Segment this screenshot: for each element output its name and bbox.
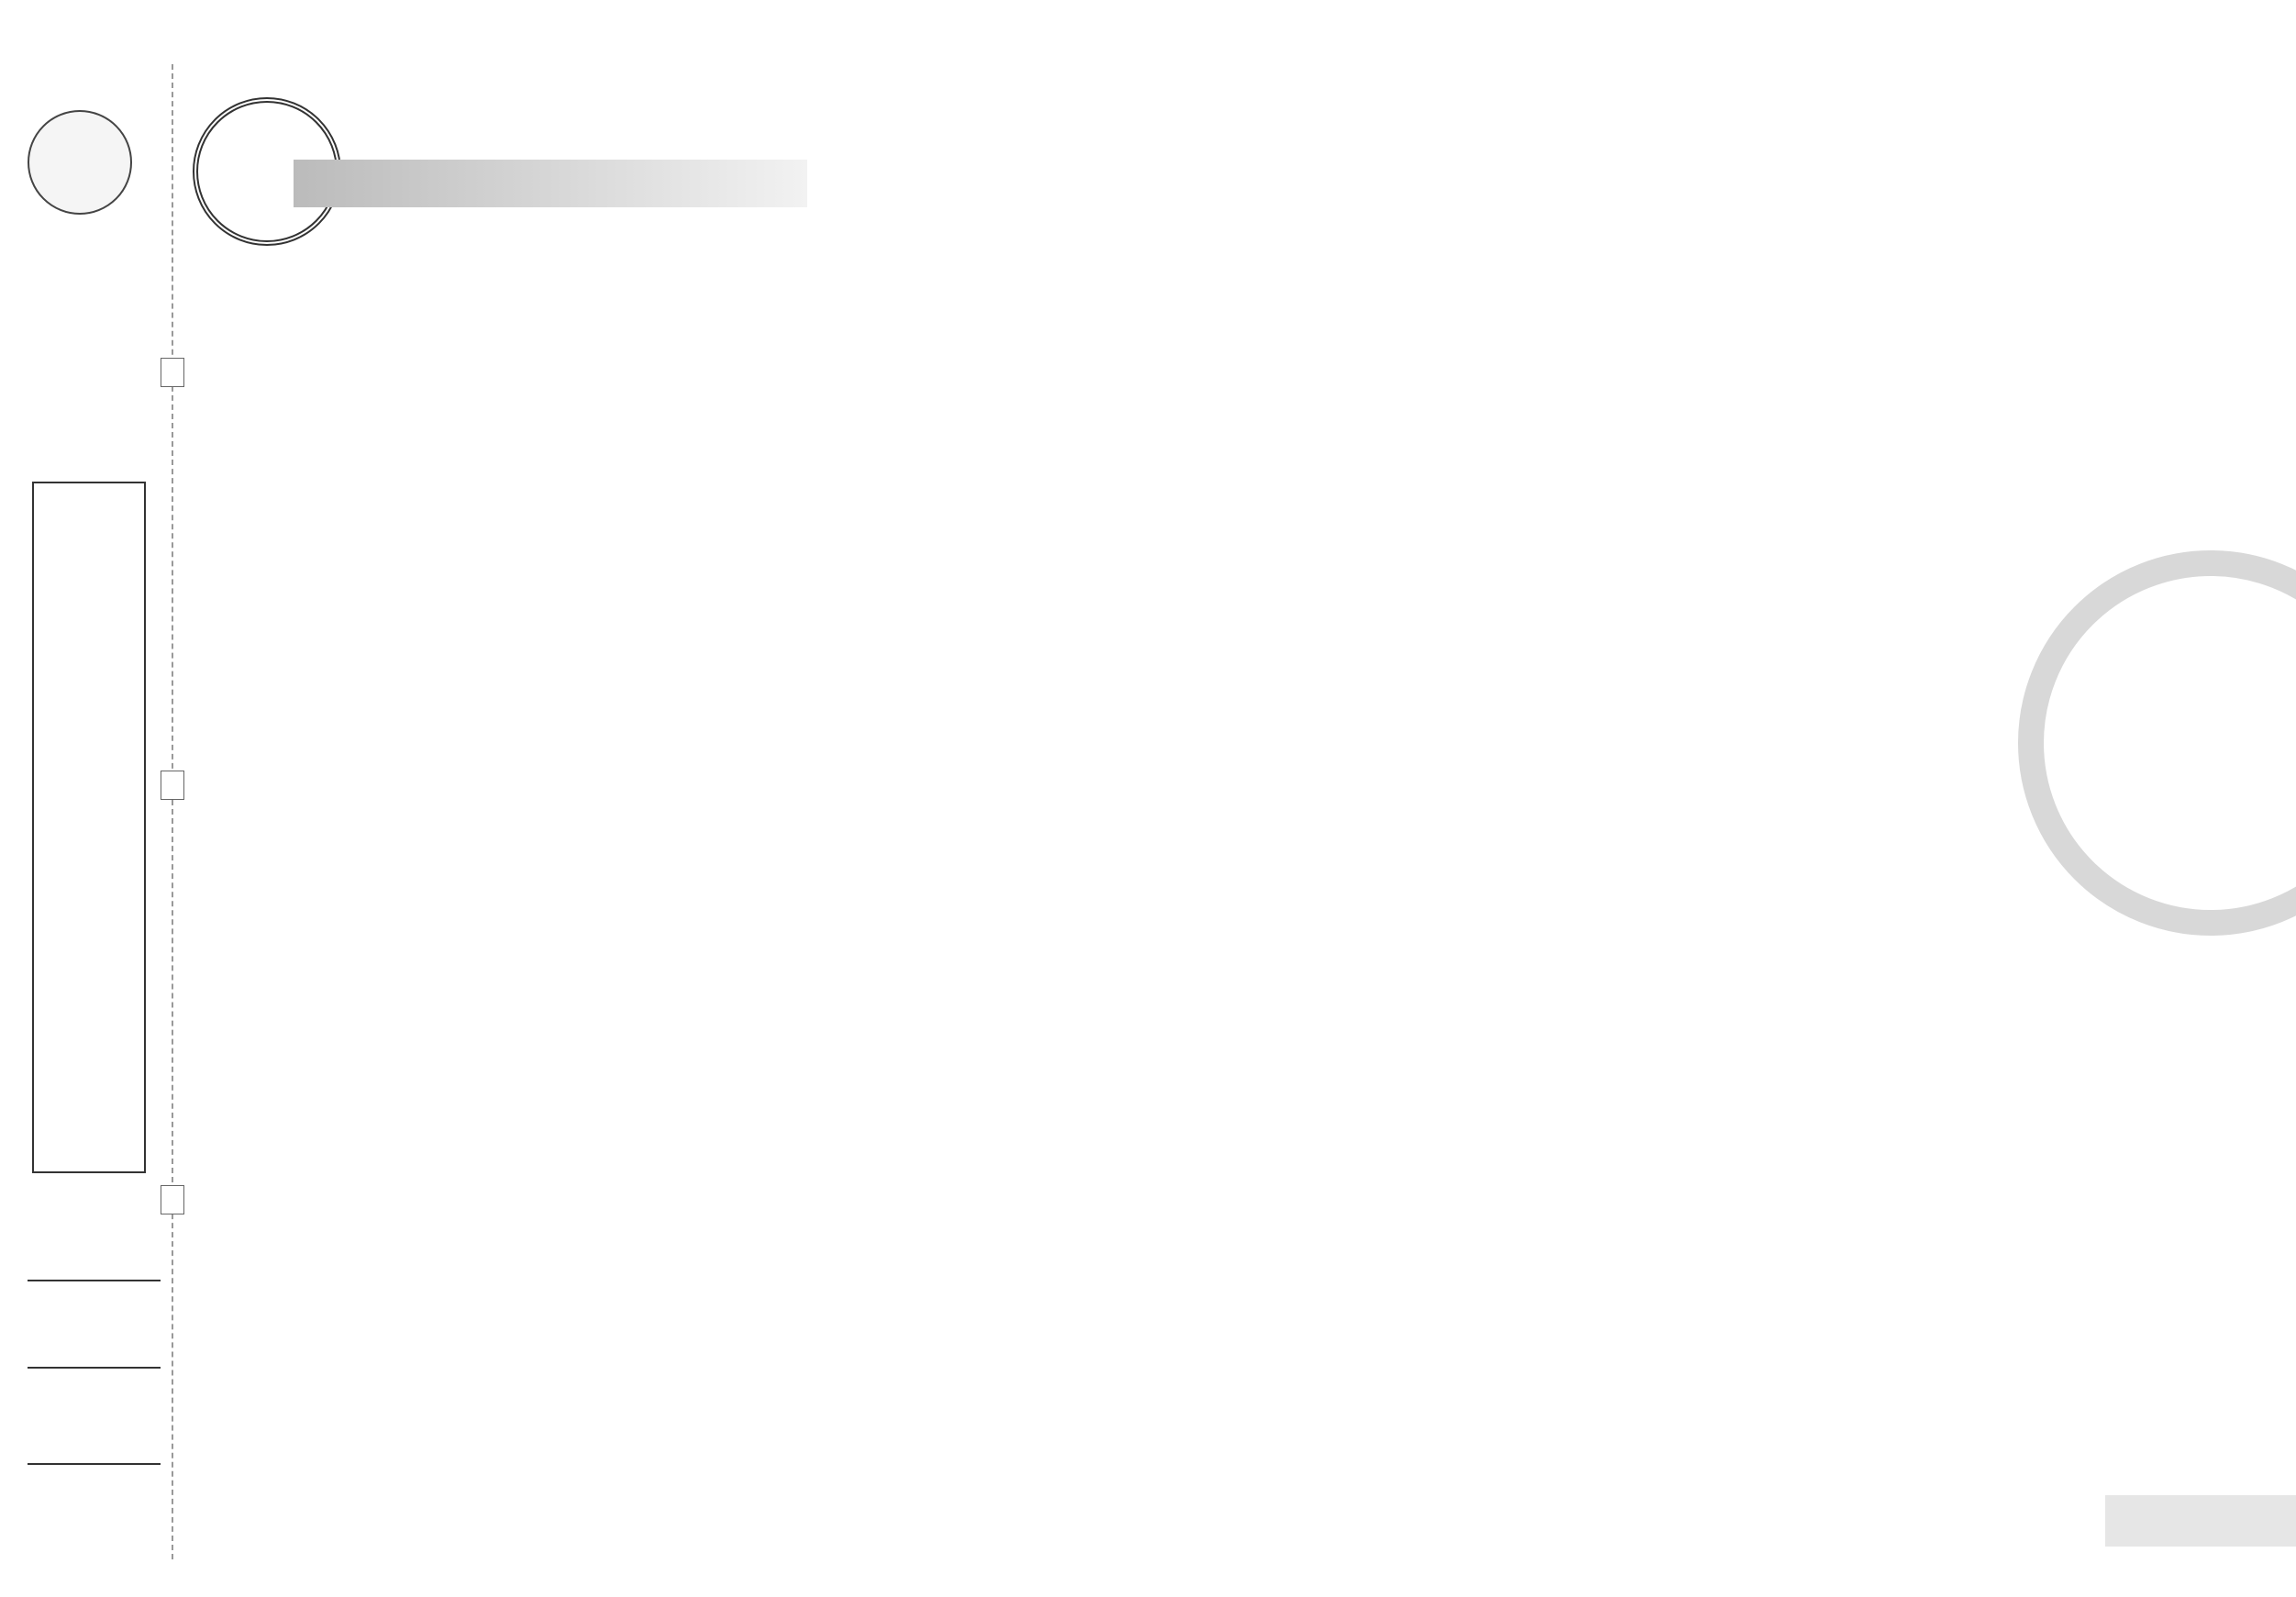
watermark-stamp [2018,550,2296,936]
class-field[interactable] [28,1367,161,1369]
school-field[interactable] [28,1463,161,1465]
title-band [294,160,807,207]
fold-mark-3 [161,1185,184,1214]
sidebar [0,0,174,1597]
exam-header [183,108,826,305]
fold-line [172,64,173,1559]
fold-mark-1 [161,358,184,387]
project-tab [2105,1495,2296,1547]
reading-box [32,482,146,1173]
avatar-illustration [28,110,132,215]
name-field[interactable] [28,1280,161,1281]
fold-mark-2 [161,771,184,800]
